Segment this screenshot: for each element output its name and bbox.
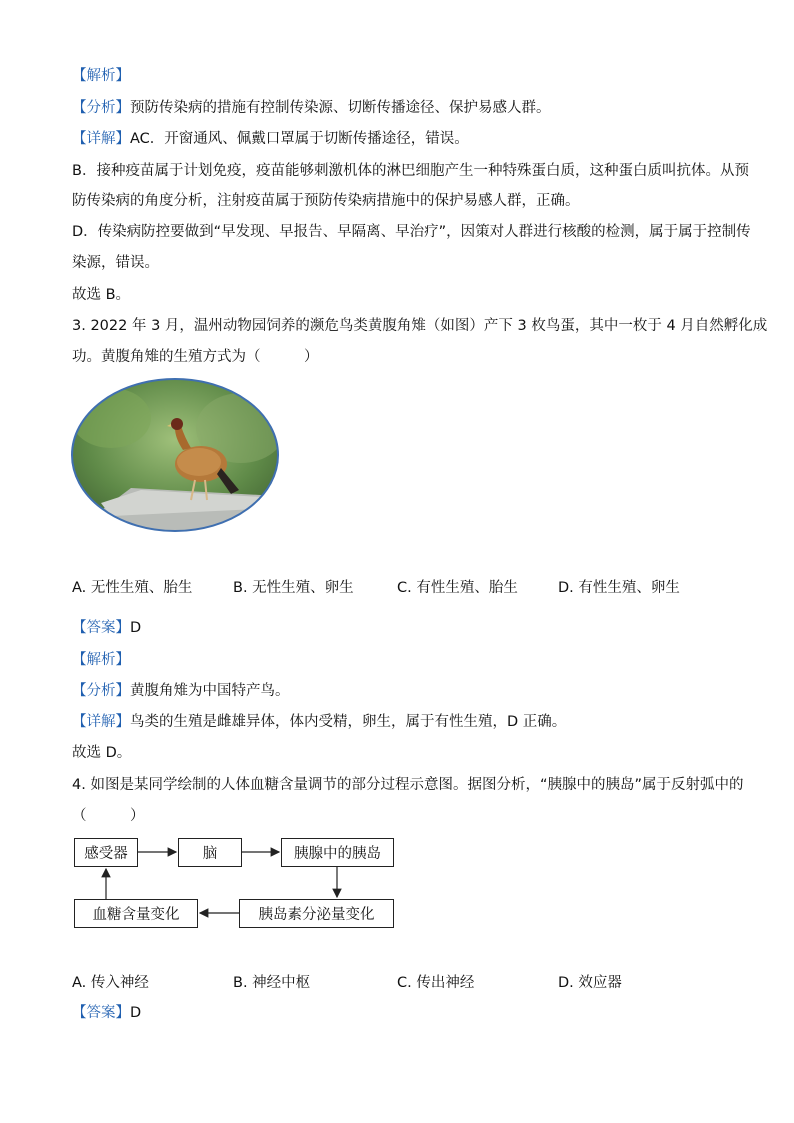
q4-answer-value: D — [130, 1005, 142, 1021]
analysis-line — [72, 98, 551, 118]
q3-option-d: D. 有性生殖、卵生 — [558, 580, 680, 596]
detail-b-line-1: B．接种疫苗属于计划免疫，疫苗能够刺激机体的淋巴细胞产生一种特殊蛋白质，这种蛋白质叫抗体。从预 — [72, 163, 749, 179]
q3-stem-line-1: 3. 2022 年 3 月，温州动物园饲养的濒危鸟类黄腹角雉（如图）产下 3 枚鸟蛋，其中一枚于 4 月自然孵化成 — [72, 318, 768, 334]
detail-text: AC．开窗通风、佩戴口罩属于切断传播途径，错误。 — [130, 131, 469, 147]
q3-detail-line — [72, 712, 566, 732]
q4-option-d: D. 效应器 — [558, 975, 622, 991]
q3-analysis-label: 【分析】 — [72, 683, 130, 699]
q3-option-c: C. 有性生殖、胎生 — [397, 580, 518, 596]
q3-option-b: B. 无性生殖、卵生 — [233, 580, 354, 596]
diagram-box-islet: 胰腺中的胰岛 — [281, 838, 394, 867]
q3-detail-label: 【详解】 — [72, 714, 130, 730]
q3-analysis-line — [72, 681, 290, 701]
diagram-box-insulin: 胰岛素分泌量变化 — [239, 899, 394, 928]
q3-answer-line — [72, 618, 141, 638]
jiexi-heading: 【解析】 — [72, 68, 130, 84]
analysis-label: 【分析】 — [72, 100, 130, 116]
q4-option-c: C. 传出神经 — [397, 975, 475, 991]
q3-answer-label: 【答案】 — [72, 620, 130, 636]
diagram-box-receptor: 感受器 — [74, 838, 138, 867]
detail-line — [72, 129, 469, 149]
detail-d-line-2: 染源，错误。 — [72, 255, 159, 271]
diagram-box-brain: 脑 — [178, 838, 242, 867]
q3-jiexi-heading: 【解析】 — [72, 652, 130, 668]
choice-line: 故选 B。 — [72, 287, 131, 303]
q4-option-b: B. 神经中枢 — [233, 975, 311, 991]
q3-option-a: A. 无性生殖、胎生 — [72, 580, 193, 596]
q3-stem-line-2: 功。黄腹角雉的生殖方式为（ ） — [72, 349, 319, 365]
q3-analysis-text: 黄腹角雉为中国特产鸟。 — [130, 683, 290, 699]
q4-answer-label: 【答案】 — [72, 1005, 130, 1021]
q3-answer-value: D — [130, 620, 142, 636]
q4-stem-line-2: （ ） — [72, 808, 145, 824]
q3-detail-text: 鸟类的生殖是雌雄异体，体内受精，卵生，属于有性生殖，D 正确。 — [130, 714, 567, 730]
q4-option-a: A. 传入神经 — [72, 975, 149, 991]
q3-choice-line: 故选 D。 — [72, 745, 132, 761]
diagram-box-glucose: 血糖含量变化 — [74, 899, 198, 928]
analysis-text: 预防传染病的措施有控制传染源、切断传播途径、保护易感人群。 — [130, 100, 551, 116]
pheasant-photo — [71, 378, 279, 532]
detail-b-line-2: 防传染病的角度分析，注射疫苗属于预防传染病措施中的保护易感人群，正确。 — [72, 193, 580, 209]
q4-answer-line — [72, 1003, 141, 1023]
detail-label: 【详解】 — [72, 131, 130, 147]
detail-d-line-1: D．传染病防控要做到“早发现、早报告、早隔离、早治疗”，因策对人群进行核酸的检测，属于属于控制传 — [72, 224, 751, 240]
q4-stem-line-1: 4. 如图是某同学绘制的人体血糖含量调节的部分过程示意图。据图分析，“胰腺中的胰岛”属于反射弧中的 — [72, 777, 744, 793]
